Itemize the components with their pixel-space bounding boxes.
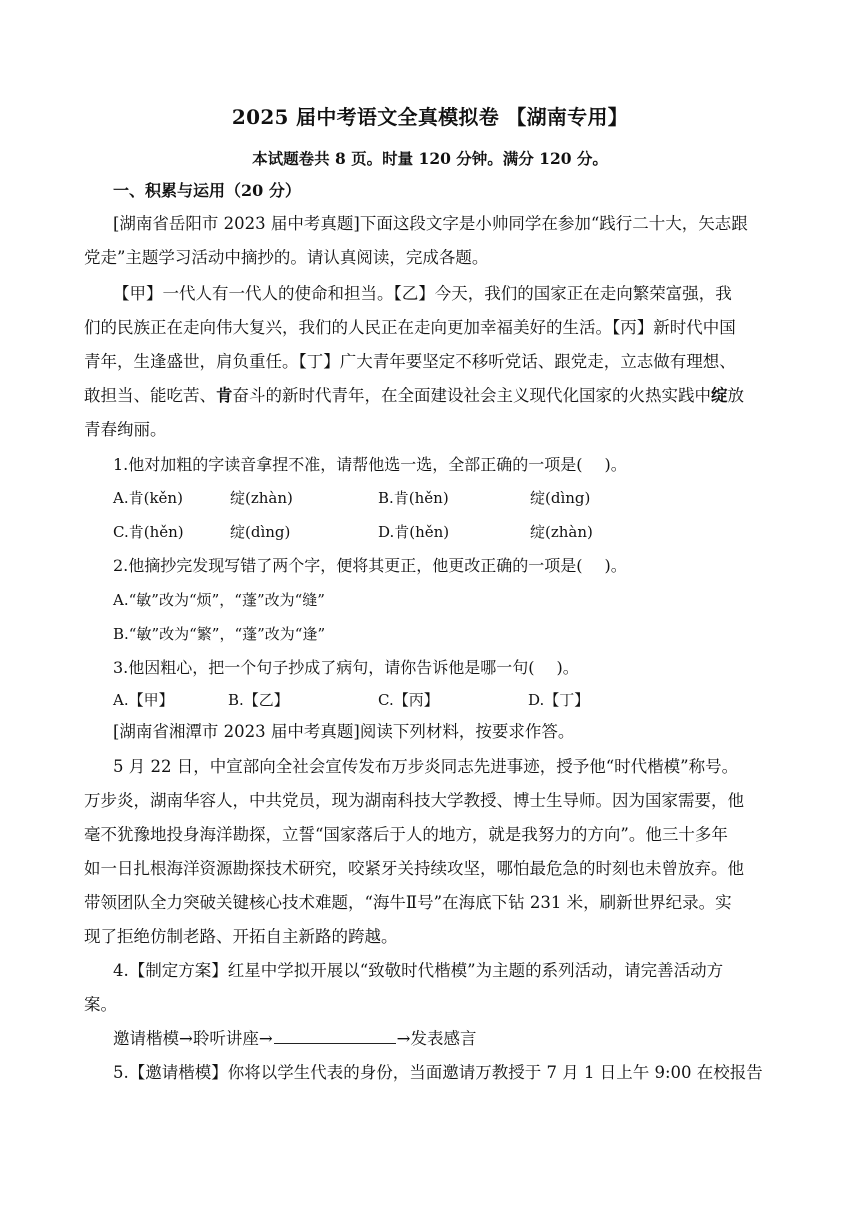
question-text: 3.他因粗心，把一个句子抄成了病句，请你告诉他是哪一句( <box>113 658 535 677</box>
question-5-line1: 5.【邀请楷模】你将以学生代表的身份，当面邀请万教授于 7 月 1 日上午 9:00 在校报告 <box>113 1063 763 1082</box>
option-b: B.“敏”改为“繁”，“蓬”改为“逢” <box>113 625 326 643</box>
question-text: )。 <box>604 556 627 575</box>
option-c: C.【丙】 <box>378 691 439 709</box>
passage-line-with-bold <box>84 386 744 406</box>
option-b-part1: B.肯(hěn) <box>378 489 449 507</box>
answer-blank[interactable] <box>274 1029 396 1044</box>
bold-char-ken: 肯 <box>216 386 233 405</box>
question-text: 2.他摘抄完发现写错了两个字，便将其更正，他更改正确的一项是( <box>113 556 583 575</box>
passage-line: 青春绚丽。 <box>84 420 167 439</box>
question-text: )。 <box>556 658 579 677</box>
question-4-line1: 4.【制定方案】红星中学拟开展以“致敬时代楷模”为主题的系列活动，请完善活动方 <box>113 961 724 980</box>
section-heading: 一、积累与运用（20 分） <box>113 181 301 200</box>
option-a: A.【甲】 <box>113 691 174 709</box>
material-line: 带领团队全力突破关键核心技术难题，“海牛Ⅱ号”在海底下钻 231 米，刷新世界纪录。实 <box>84 893 732 912</box>
source-note-1-cont: 党走”主题学习活动中摘抄的。请认真阅读，完成各题。 <box>84 248 489 267</box>
option-a: A.“敏”改为“烦”，“蓬”改为“缝” <box>113 591 325 609</box>
bold-char-zhan: 绽 <box>711 386 728 405</box>
material-line: 毫不犹豫地投身海洋勘探，立誓“国家落后于人的地方，就是我努力的方向”。他三十多年 <box>84 825 728 844</box>
question-text: 1.他对加粗的字读音拿捏不准，请帮他选一选，全部正确的一项是( <box>113 455 583 474</box>
question-3-stem <box>113 658 579 678</box>
option-c-part1: C.肯(hěn) <box>113 523 184 541</box>
arrow-icon: → <box>258 1029 273 1048</box>
option-a-part2: 绽(zhàn) <box>230 489 293 507</box>
flow-step: 发表感言 <box>410 1029 477 1048</box>
passage-line: 青年，生逢盛世，肩负重任。【丁】广大青年要坚定不移听党话、跟党走，立志做有理想、 <box>84 352 736 371</box>
question-1-stem <box>113 455 627 475</box>
option-a-part1: A.肯(kěn) <box>113 489 183 507</box>
passage-text: 奋斗的新时代青年，在全面建设社会主义现代化国家的火热实践中 <box>232 386 711 405</box>
option-d: D.【丁】 <box>528 691 590 709</box>
question-text: )。 <box>604 455 627 474</box>
passage-text: 敢担当、能吃苦、 <box>84 386 216 405</box>
option-d-part2: 绽(zhàn) <box>530 523 593 541</box>
page-title: 2025 届中考语文全真模拟卷 【湖南专用】 <box>231 105 629 129</box>
option-d-part1: D.肯(hěn) <box>378 523 450 541</box>
option-b: B.【乙】 <box>228 691 289 709</box>
source-note-1: [湖南省岳阳市 2023 届中考真题]下面这段文字是小帅同学在参加“践行二十大，矢志跟 <box>113 214 748 233</box>
question-2-stem <box>113 556 627 576</box>
activity-flow <box>113 1029 476 1049</box>
option-b-part2: 绽(dìng) <box>530 489 591 507</box>
material-line: 万步炎，湖南华容人，中共党员，现为湖南科技大学教授、博士生导师。因为国家需要，他 <box>84 791 744 810</box>
question-4-line2: 案。 <box>84 995 117 1014</box>
passage-line: 们的民族正在走向伟大复兴，我们的人民正在走向更加幸福美好的生活。【丙】新时代中国 <box>84 318 736 337</box>
arrow-icon: → <box>179 1029 193 1048</box>
material-line: 现了拒绝仿制老路、开拓自主新路的跨越。 <box>84 927 398 946</box>
option-c-part2: 绽(dìng) <box>230 523 291 541</box>
flow-step: 邀请楷模 <box>113 1029 179 1048</box>
material-line: 5 月 22 日，中宣部向全社会宣传发布万步炎同志先进事迹，授予他“时代楷模”称号。 <box>113 757 739 776</box>
passage-line: 【甲】一代人有一代人的使命和担当。【乙】今天，我们的国家正在走向繁荣富强，我 <box>113 284 732 303</box>
flow-step: 聆听讲座 <box>192 1029 259 1048</box>
passage-text: 放 <box>727 386 744 405</box>
exam-info: 本试题卷共 8 页。时量 120 分钟。满分 120 分。 <box>252 149 608 168</box>
source-note-2: [湖南省湘潭市 2023 届中考真题]阅读下列材料，按要求作答。 <box>113 722 575 741</box>
material-line: 如一日扎根海洋资源勘探技术研究，咬紧牙关持续攻坚，哪怕最危急的时刻也未曾放弃。他 <box>84 859 744 878</box>
arrow-icon: → <box>396 1029 411 1048</box>
